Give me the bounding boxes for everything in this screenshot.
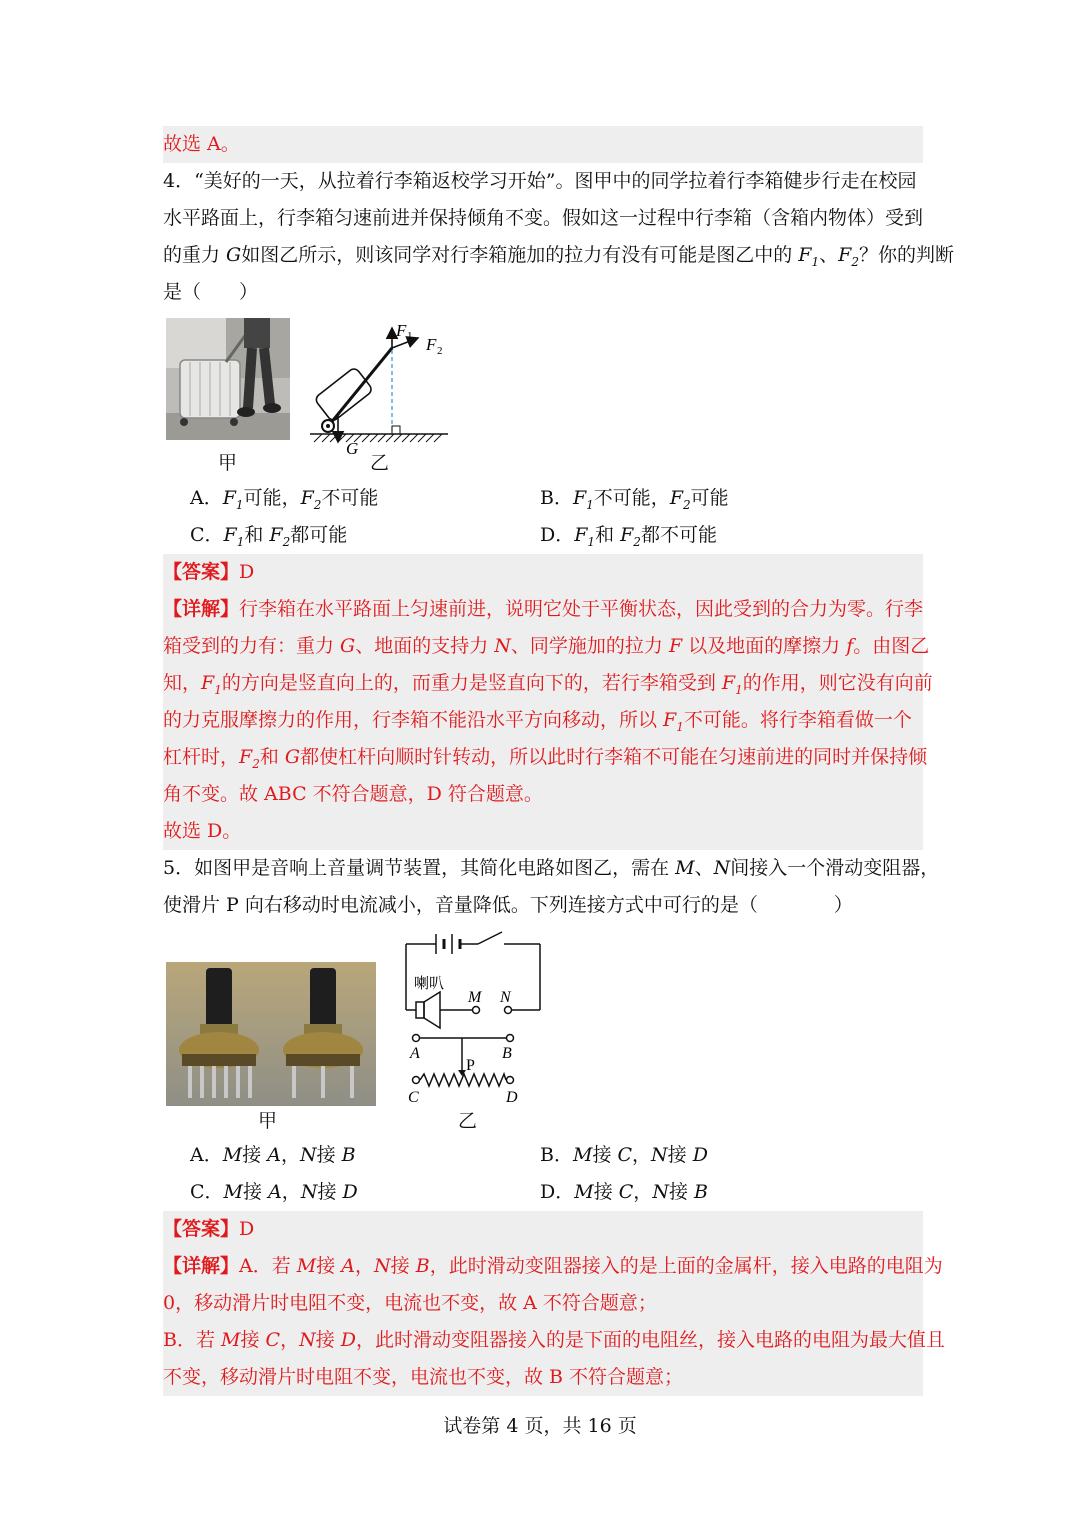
label-F1-sub: 1 bbox=[407, 330, 413, 342]
q5-figure-label-yi: 乙 bbox=[458, 1110, 478, 1132]
q5-option-c[interactable]: C．M接 A，N接 D bbox=[190, 1181, 358, 1203]
q4-figure-label-jia: 甲 bbox=[218, 452, 238, 474]
potentiometer-photo bbox=[166, 962, 376, 1106]
q5-option-b[interactable]: B．M接 C，N接 D bbox=[540, 1144, 708, 1166]
q4-figure-label-yi: 乙 bbox=[370, 452, 390, 474]
q5-option-a[interactable]: A．M接 A，N接 B bbox=[190, 1144, 356, 1166]
label-P: P bbox=[466, 1057, 475, 1074]
label-F2-sub: 2 bbox=[437, 345, 443, 357]
q5-detail-line-3: B．若 M接 C，N接 D，此时滑动变阻器接入的是下面的电阻丝，接入电路的电阻为最大值且 bbox=[163, 1322, 923, 1359]
q4-stem-line-3: 的重力 G如图乙所示，则该同学对行李箱施加的拉力有没有可能是图乙中的 $F_1$、$F_2$？你的判断 bbox=[163, 244, 954, 269]
label-N: N bbox=[500, 989, 511, 1006]
q4-stem-line-4: 是（ ） bbox=[163, 281, 259, 303]
label-G: G bbox=[346, 439, 359, 458]
circuit-diagram bbox=[396, 926, 546, 1112]
label-A: A bbox=[410, 1045, 420, 1062]
q5-answer: 【答案】D bbox=[163, 1211, 923, 1248]
q4-detail-line-1: 【详解】行李箱在水平路面上匀速前进，说明它处于平衡状态，因此受到的合力为零。行李 bbox=[163, 591, 923, 628]
label-C: C bbox=[408, 1089, 419, 1106]
q4-option-a[interactable]: A．$F_1$可能，$F_2$不可能 bbox=[190, 487, 379, 512]
q4-detail-line-4: 的力克服摩擦力的作用，行李箱不能沿水平方向移动，所以 $F_1$不可能。将行李箱看做一个 bbox=[163, 702, 923, 746]
q5-detail-line-2: 0，移动滑片时电阻不变，电流也不变，故 A 不符合题意； bbox=[163, 1285, 923, 1322]
q4-detail-line-6: 角不变。故 ABC 不符合题意，D 符合题意。 bbox=[163, 776, 923, 813]
page-footer: 试卷第 4 页，共 16 页 bbox=[443, 1415, 637, 1437]
q4-stem-line-1: 4．“美好的一天，从拉着行李箱返校学习开始”。图甲中的同学拉着行李箱健步行走在校园 bbox=[163, 170, 917, 192]
label-D: D bbox=[506, 1089, 518, 1106]
suitcase-photo bbox=[166, 318, 290, 440]
q4-detail-line-2: 箱受到的力有：重力 G、地面的支持力 N、同学施加的拉力 F 以及地面的摩擦力 f。由图乙 bbox=[163, 628, 923, 665]
q5-detail-line-4: 不变，移动滑片时电阻不变，电流也不变，故 B 不符合题意； bbox=[163, 1359, 923, 1396]
q4-option-c[interactable]: C．$F_1$和 $F_2$都可能 bbox=[190, 524, 348, 549]
q5-detail-line-1: 【详解】A．若 M接 A，N接 B，此时滑动变阻器接入的是上面的金属杆，接入电路的电阻为 bbox=[163, 1248, 923, 1285]
q4-answer: 【答案】D bbox=[163, 554, 923, 591]
q4-stem-line-2: 水平路面上，行李箱匀速前进并保持倾角不变。假如这一过程中行李箱（含箱内物体）受到 bbox=[163, 207, 924, 229]
q4-option-d[interactable]: D．$F_1$和 $F_2$都不可能 bbox=[540, 524, 717, 549]
q3-conclusion: 故选 A。 bbox=[163, 126, 923, 163]
label-F2: F bbox=[426, 335, 437, 354]
label-speaker: 喇叭 bbox=[414, 974, 445, 992]
label-F1: F bbox=[396, 321, 407, 340]
q4-option-b[interactable]: B．$F_1$不可能，$F_2$可能 bbox=[540, 487, 729, 512]
q5-figure-label-jia: 甲 bbox=[258, 1110, 278, 1132]
label-M: M bbox=[468, 989, 482, 1006]
q4-detail-line-5: 杠杆时，$F_2$和 G都使杠杆向顺时针转动，所以此时行李箱不可能在匀速前进的同时并保持倾 bbox=[163, 739, 923, 783]
force-diagram bbox=[300, 318, 460, 460]
q4-detail-line-3: 知，$F_1$的方向是竖直向上的，而重力是竖直向下的，若行李箱受到 $F_1$的作用，则它没有向前 bbox=[163, 665, 923, 709]
q5-stem-line-2: 使滑片 P 向右移动时电流减小，音量降低。下列连接方式中可行的是（ ） bbox=[163, 894, 853, 916]
label-B: B bbox=[502, 1045, 512, 1062]
q5-stem-line-1: 5．如图甲是音响上音量调节装置，其简化电路如图乙，需在 M、N间接入一个滑动变阻器， bbox=[163, 857, 940, 879]
q5-option-d[interactable]: D．M接 C，N接 B bbox=[540, 1181, 708, 1203]
q4-conclusion: 故选 D。 bbox=[163, 813, 923, 850]
